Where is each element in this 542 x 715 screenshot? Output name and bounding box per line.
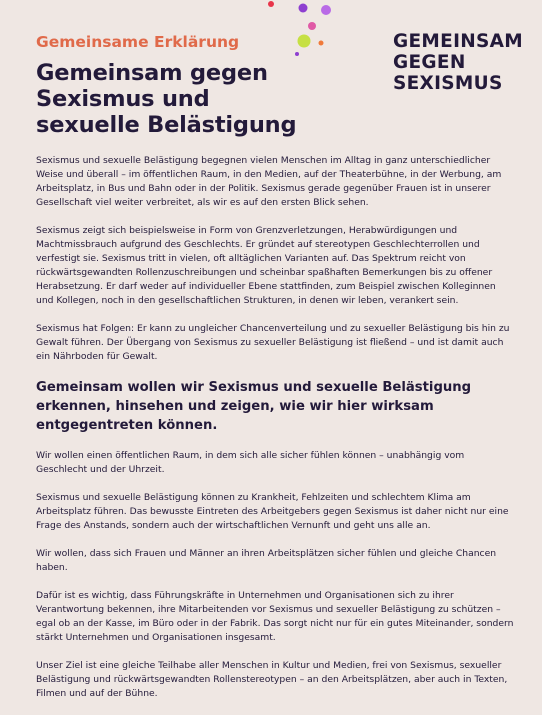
- page-title: [36, 60, 336, 138]
- body-text: [36, 154, 516, 715]
- section-heading: Gemeinsam wollen wir Sexismus und sexuelle Belästigung erkennen, hinsehen und zeigen, wie wir hier wirksam entgegentreten können.: [36, 380, 472, 433]
- logo-line-3: SEXISMUS: [393, 73, 503, 94]
- campaign-logo: [393, 31, 523, 94]
- paragraph-3: Sexismus hat Folgen: Er kann zu ungleicher Chancenverteilung und zu sexueller Belästigung bis hin zu Gewalt führen. Der Übergang von Sexismus zu sexueller Belästigung ist fließend – und ist damit auch ein Nährboden für Gewalt.: [36, 323, 510, 362]
- dot-pink: [308, 22, 316, 30]
- paragraph-4: Wir wollen einen öffentlichen Raum, in dem sich alle sicher fühlen können – unabhängig vom Geschlecht und der Uhrzeit.: [36, 450, 465, 475]
- title-line-2: Sexismus und: [36, 86, 210, 112]
- paragraph-7: Dafür ist es wichtig, dass Führungskräfte in Unternehmen und Organisationen sich zu ihrer Verantwortung bekennen, ihre Mitarbeitenden vor Sexismus und sexueller Belästigung zu schützen – egal ob an der Kasse, im Büro oder in der Fabrik. Das sorgt nicht nur für ein gutes Miteinander, sondern stärkt Unternehmen und Organisationen insgesamt.: [36, 590, 514, 643]
- paragraph-8: Unser Ziel ist eine gleiche Teilhabe aller Menschen in Kultur und Medien, frei von Sexismus, sexueller Belästigung und rückwärtsgewandten Rollenstereotypen – an den Arbeitsplätzen, aber auch in Texten, Filmen und auf der Bühne.: [36, 660, 508, 699]
- dot-small-purple: [295, 52, 299, 56]
- dot-purple: [299, 4, 308, 13]
- paragraph-2: Sexismus zeigt sich beispielsweise in Form von Grenzverletzungen, Herabwürdigungen und Machtmissbrauch aufgrund des Geschlechts. Er gründet auf stereotypen Geschlechterrollen und verfestigt sie. Sexismus tritt in vielen, oft alltäglichen Varianten auf. Das Spektrum reicht von rückwärtsgewandten Rollenzuschreibungen und scheinbar spaßhaften Bemerkungen bis zu offener Herabsetzung. Er darf weder auf individueller Ebene stattfinden, zum Beispiel zwischen Kolleginnen und Kollegen, noch in den gesellschaftlichen Strukturen, in denen wir leben, verankert sein.: [36, 225, 496, 306]
- paragraph-6: Wir wollen, dass sich Frauen und Männer an ihren Arbeitsplätzen sicher fühlen und gleiche Chancen haben.: [36, 548, 497, 573]
- dot-red: [268, 1, 274, 7]
- paragraph-5: Sexismus und sexuelle Belästigung können zu Krankheit, Fehlzeiten und schlechtem Klima am Arbeitsplatz führen. Das bewusste Eintreten des Arbeitgebers gegen Sexismus ist daher nicht nur eine Frage des Anstands, sondern auch der wirtschaftlichen Vernunft und geht uns alle an.: [36, 492, 509, 531]
- title-line-1: Gemeinsam gegen: [36, 60, 268, 86]
- paragraph-1: Sexismus und sexuelle Belästigung begegnen vielen Menschen im Alltag in ganz unterschiedlicher Weise und überall – im öffentlichen Raum, in den Medien, auf der Theaterbühne, in der Werbung, am Arbeitsplatz, in Bus und Bahn oder in der Politik. Sexismus gerade gegenüber Frauen ist in unserer Gesellschaft viel weiter verbreitet, als wir es auf den ersten Blick sehen.: [36, 155, 502, 208]
- logo-line-1: GEMEINSAM: [393, 31, 523, 52]
- kicker-label: Gemeinsame Erklärung: [36, 33, 240, 51]
- dot-orange: [319, 41, 324, 46]
- logo-line-2: GEGEN: [393, 52, 466, 73]
- dot-violet: [321, 5, 331, 15]
- title-line-3: sexuelle Belästigung: [36, 112, 297, 138]
- dot-lime: [298, 35, 311, 48]
